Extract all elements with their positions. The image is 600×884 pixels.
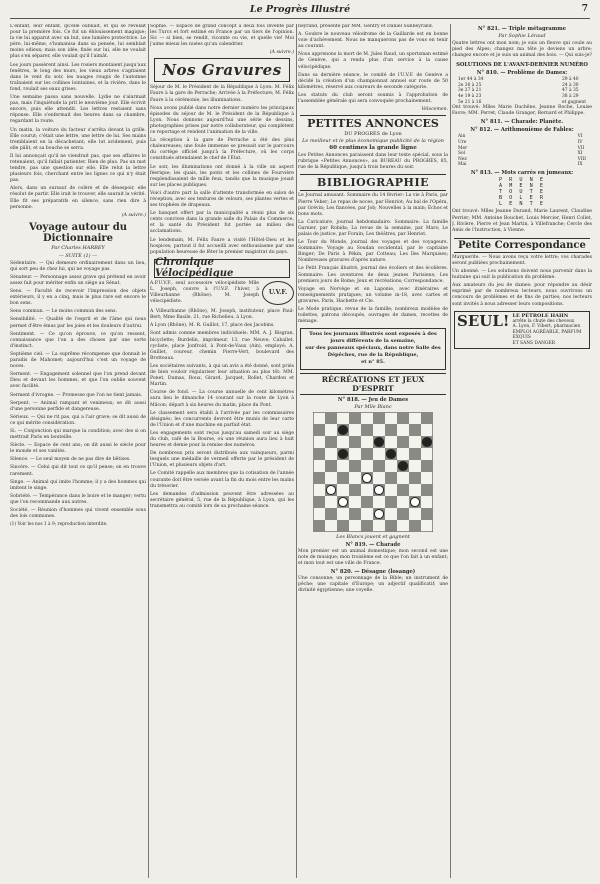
board-square bbox=[325, 436, 337, 448]
board-square bbox=[361, 424, 373, 436]
board-square bbox=[349, 484, 361, 496]
announcement-line: Tous les journaux illustrés sont exposés à des jours différents de la semaine, bbox=[309, 331, 437, 344]
advert-seul: SEUL! bbox=[457, 311, 510, 330]
fable-number: IX bbox=[577, 162, 583, 168]
solutions-heading: SOLUTIONS DE L'AVANT-DERNIER NUMÉRO bbox=[456, 62, 588, 69]
board-square bbox=[313, 520, 325, 532]
intro-paragraph: Sophie. — Espace de grand concept à deux fois inventé par les Turcs et fort estimé en France par un tiers de l'opinion. Sic — si bien, se rendit, vicomte ou vie, et quelle vie! Moi j'aime mieux les nuées qu'un calendrier. bbox=[150, 24, 294, 48]
voyage-suite: — SUITE (1) — bbox=[58, 252, 98, 259]
white-piece bbox=[374, 485, 383, 494]
dictionary-entry: Sérieux. — Qui ne rit pas, qui a l'air grave; se dit aussi de ce qui mérite considération. bbox=[10, 414, 146, 426]
board-square bbox=[421, 412, 433, 424]
announcement-line: et n° 85. bbox=[361, 359, 385, 366]
dictionary-entry: Sédentaire. — Qui demeure ordinairement dans un lieu, qui sort peu de chez lui, qui ne voyage pas. bbox=[10, 260, 146, 272]
velo-paragraph: Le classement sera établi à l'arrivée par les commissaires désignés; les concurrents devront être munis de leur carte de l'Union et d'une machine en parfait état. bbox=[150, 410, 294, 428]
metagramme-title: N° 821. — Triple métagramme bbox=[477, 26, 566, 32]
dictionary-entry: Septième ciel. — La suprême récompense que donnait le paradis de Mahomet; aujourd'hui c'est un voyage de noces. bbox=[10, 351, 146, 370]
board-square bbox=[397, 508, 409, 520]
gravures-paragraph: Voici d'autre part la salle d'attente transformée en salon de réception, avec ses tentures de velours, ses plantes vertes et ses trophées de drapeaux. bbox=[150, 190, 294, 209]
intro-signature: (A suivre.) bbox=[269, 50, 294, 56]
fable-number: VII bbox=[577, 145, 585, 151]
gravures-paragraph: La réception à la gare de Perrache a été des plus chaleureuses; une foule immense se pressait sur le parcours du cortège officiel jusqu'à la Préfecture, où les corps constitués attendaient le chef de l'État. bbox=[150, 138, 294, 162]
fable-word: Ain bbox=[458, 134, 466, 140]
column-1 bbox=[10, 24, 146, 878]
board-square bbox=[361, 448, 373, 460]
fable-word: Sol bbox=[458, 151, 466, 157]
advert-line: ET SANS DANGER bbox=[512, 340, 555, 346]
move-left: 4e 19 à 23 bbox=[458, 94, 482, 100]
petite-correspondance-heading: Petite Correspondance bbox=[454, 238, 590, 253]
velo-paragraph: A Lyon (Rhône), M. R. Guillot, 17, place des Jacobins. bbox=[150, 323, 275, 329]
column-3 bbox=[298, 24, 448, 878]
serial-paragraph: L'enfant, leur enfant, qu'elle oubliait, et qui se révélait pour la première fois. Ce fut un éblouissement magique; la vie lui apparut avec un but, une lumière protectrice. Le père, lui-même, s'humanisa dans sa pensée, lui semblait moins odieux; mais son idée, fixée sur lui, elle ne voulait plus s'en séparer, elle voulait qu'il l'aimât. bbox=[10, 24, 146, 60]
move-left: 2e 30 à 25 bbox=[458, 82, 482, 88]
serial-paragraph: Les jours passèrent ainsi. Les rosiers montaient jusqu'aux fenêtres, le long des murs, les vieux arbres s'agitaient dans le vent du soir, les nuages rougis de l'automne traînaient sur les collines lointaines, et la rivière, dans le fond, roulait ses eaux grises. bbox=[10, 62, 146, 92]
page-number: 7 bbox=[581, 4, 588, 14]
dictionary-entry: Si. — Conjonction qui marque la condition; avec des si on mettrait Paris en bouteille. bbox=[10, 428, 146, 441]
velo-paragraph: De nombreux prix seront distribués aux vainqueurs, parmi lesquels une médaille de vermeil offerte par le président de l'Union, et plusieurs objets d'art. bbox=[150, 451, 294, 469]
dictionary-entry: Serpent. — Animal rampant et venimeux; se dit aussi d'une personne perfide et dangereuse. bbox=[10, 400, 146, 412]
metagramme-text: Quatre lettres ont mon nom; je suis un fleuve qui coule au pied des Alpes; changez ma tête je deviens un arbre; changez encore et je suis un animal des bois. — Qui suis-je? bbox=[452, 41, 592, 59]
serial-paragraph: Un matin, la voiture du facteur s'arrêta devant la grille. Elle courut; c'était une lettre, une lettre de lui. Ses mains tremblaient en la décachetant; elle lut avidement, puis elle pâlit, et sa bouche se serra. bbox=[10, 127, 146, 151]
problem-812-title: N° 812. — Arithmonième de Fables: bbox=[470, 127, 574, 134]
correspondance-paragraph: Marguerite. — Nous avons reçu votre lettre; vos charades seront publiées prochainement. bbox=[452, 254, 592, 266]
announcement-line: sur des panneaux spéciaux, dans notre Salle des Dépêches, rue de la République, bbox=[305, 345, 441, 358]
correspondance-paragraph: Un abonné. — Les solutions doivent nous parvenir dans la huitaine qui suit la publication du problème. bbox=[452, 269, 592, 281]
board-square bbox=[337, 472, 349, 484]
problem-811-title: N° 811. — Charade: Planète. bbox=[480, 119, 564, 126]
move-right: 38 à 29 bbox=[561, 94, 579, 100]
black-piece bbox=[398, 461, 407, 470]
black-piece bbox=[386, 449, 395, 458]
white-piece bbox=[326, 485, 335, 494]
velo-paragraph: Sont admis comme membres individuels: MM. A. J. Bisgran, bicyclette; Burdelin, imprimeur, 13, rue Neuve; Caballet, cycliste, place Jonfroid, à Pont-de-Vaux (Ain), employé; A. Guillet, coureur, chemin Pierre-Vert, boulevard des Brotteaux. bbox=[150, 331, 294, 361]
jeu-de-dames-title: N° 818. — Jeu de Dames bbox=[337, 396, 409, 403]
board-square bbox=[349, 460, 361, 472]
board-square bbox=[397, 436, 409, 448]
advert-line: EMPLOI AGRÉABLE, PARFUM EXQUIS bbox=[512, 329, 582, 341]
velo-continued: Dans sa dernière séance, le comité de l'U.V.F. de Genève a décidé la création d'un championnat annuel sur route de 50 kilomètres, réservé aux coureurs de seconde catégorie. bbox=[298, 72, 448, 90]
white-piece bbox=[374, 509, 383, 518]
dictionary-entry: Sobriété. — Tempérance dans le boire et le manger; vertu que l'on recommande aux autres. bbox=[10, 493, 146, 505]
advert-text bbox=[512, 314, 587, 346]
velo-continued: Les statuts du club seront soumis à l'approbation de l'assemblée générale qui sera convoquée prochainement. bbox=[298, 92, 448, 105]
column-4 bbox=[452, 24, 592, 878]
column-rule bbox=[296, 24, 297, 878]
fable-word: Mai bbox=[458, 162, 467, 168]
uvf-logo-icon: U.V.F. bbox=[262, 281, 294, 305]
petites-annonces-text: Les Petites Annonces paraissent dans leur texte spécial, sous la rubrique «Petites Annonces», au BUREAU du PROGRÈS, 85, rue de la République, jusqu'à trois heures du soir. bbox=[298, 153, 448, 171]
dictionary-entry: Sincère. — Celui qui dit tout ce qu'il pense; on en trouve rarement. bbox=[10, 465, 146, 477]
velo-continued: Nous apprenons la mort de M. Jules Raud, un sportsman estimé de Genève, qui a rendu plus d'un service à la cause vélocipédique. bbox=[298, 52, 448, 70]
dictionary-entry: Serment d'ivrogne. — Promesse que l'on ne tient jamais. bbox=[10, 392, 143, 398]
problem-810-title: N° 810. — Problème de Dames: bbox=[476, 70, 568, 77]
problem-810-moves bbox=[452, 77, 592, 105]
checkers-board-icon bbox=[313, 412, 433, 532]
move-right: 47 à 35 bbox=[561, 88, 579, 94]
white-piece bbox=[362, 473, 371, 482]
board-square bbox=[409, 448, 421, 460]
correspondance-paragraph: Aux amateurs du jeu de dames: pour répondre au désir exprimé par de nombreux lecteurs, nous ouvrirons un concours de problèmes et de fins de parties; nos lecteurs sont invités à nous adresser leurs compositions. bbox=[452, 283, 592, 307]
problem-810-solvers: Ont trouvé: Mlles Marie Duchêne, Jeanne Roche, Louise Favre; MM. Perret, Claude Granger, Bernard et Philippe. bbox=[452, 105, 592, 117]
dictionary-entry: Sens commun. — Le moins commun des sens. bbox=[10, 309, 117, 315]
velo-signature: Vélocemen. bbox=[421, 107, 448, 113]
footnote: (1) Voir les nos 1 à 9; reproduction interdite. bbox=[10, 522, 108, 528]
masthead bbox=[10, 4, 590, 19]
fable-number: XI bbox=[577, 151, 583, 157]
dictionary-entry: Singe. — Animal qui imite l'homme; il y a des hommes qui imitent le singe. bbox=[10, 479, 146, 491]
recreations-heading: RÉCRÉATIONS ET JEUX D'ESPRIT bbox=[300, 373, 446, 395]
board-square bbox=[397, 484, 409, 496]
biblio-entry: Le Tour du Monde, journal des voyages et des voyageurs. Sommaire: Voyage au Soudan occidental, par le capitaine Binger; De Paris à Pékin, par Cotteau; Les îles Marquises; Nombreuses gravures d'après nature. bbox=[298, 240, 448, 264]
charade-text: Mon premier est un animal domestique; mon second est une note de musique; mon troisième est ce que l'on fait à un enfant; et mon tout est une ville de France. bbox=[298, 548, 448, 566]
petites-annonces-price: 60 centimes la grande ligne bbox=[329, 145, 417, 152]
voyage-title: Voyage autour du Dictionnaire bbox=[29, 221, 127, 244]
petites-annonces-heading: PETITES ANNONCES bbox=[300, 115, 446, 130]
journaux-announcement bbox=[300, 328, 446, 370]
board-square bbox=[349, 412, 361, 424]
uvf-block bbox=[150, 281, 294, 307]
dictionary-entry: Siècle. — Espace de cent ans; on dit aussi le siècle pour le monde et ses vanités. bbox=[10, 443, 146, 455]
dictionary-entry: Sénateur. — Personnage assez grave qui prétend en avoir assez fait pour mériter enfin un siège au Sénat. bbox=[10, 274, 146, 286]
fable-number: VIII bbox=[577, 156, 586, 162]
serial-paragraph: Il lui annonçait qu'il ne viendrait pas, que ses affaires le retenaient, qu'il fallait patienter. Rien de plus. Pas un mot tendre, pas une question sur elle. Elle relut la lettre plusieurs fois, cherchant entre les lignes ce qui n'y était pas. bbox=[10, 153, 146, 184]
board-square bbox=[385, 520, 397, 532]
problem-812-table bbox=[452, 134, 592, 168]
column-rule bbox=[148, 24, 149, 878]
board-square bbox=[325, 508, 337, 520]
jeu-de-dames-byline: Par Mlle Blanc bbox=[354, 403, 392, 410]
fable-word: Mer bbox=[458, 145, 468, 151]
board-square bbox=[313, 424, 325, 436]
board-square bbox=[313, 496, 325, 508]
board-square bbox=[361, 520, 373, 532]
charade-title: N° 819. — Charade bbox=[345, 541, 401, 548]
velo-continued: A. Goubre le nouveau vélodrome de la Gaillarde est en bonne voie d'achèvement. Nous ne manquerons pas de vous en tenir au courant. bbox=[298, 32, 448, 50]
advert-line: A. Lyon, F. Vibert, pharmacien bbox=[512, 324, 581, 330]
board-square bbox=[349, 508, 361, 520]
velo-paragraph: Les demandes d'admission peuvent être adressées au secrétaire général, 5, rue de la République, à Lyon, qui les transmettra au comité lors de sa prochaine séance. bbox=[150, 491, 294, 509]
petites-annonces-subtitle: DU PROGRÈS de Lyon bbox=[344, 131, 402, 138]
gravures-paragraph: Séjour de M. le Président de la République à Lyon: M. Félix Faure à la gare de Perrache; Arrivée à la Préfecture; M. Félix Faure à la cérémonie, les illuminations. bbox=[150, 85, 294, 103]
jeu-de-dames-subtitle: Les Blancs jouent et gagnent bbox=[336, 533, 410, 540]
word-square: P R U N E A M E N E T O U T E B O L E R L E N T E bbox=[498, 177, 546, 208]
velo-paragraph: Les engagements sont reçus jusqu'au samedi soir au siège du club, café de la Bourse, où une réunion aura lieu à huit heures et demie pour la remise des numéros. bbox=[150, 430, 294, 449]
uvf-intro: A.P.U.V.F., seul accessoire vélocipédiste Mlle L. Joseph, couvre à l'U.V.F. l'hiver, à Villeurbanne (Rhône). M. Joseph vélocipédiste. bbox=[150, 280, 259, 305]
board-square bbox=[337, 520, 349, 532]
move-right: et gagnent bbox=[561, 99, 586, 105]
dictionary-entry: Sentiment. — Ce qu'on éprouve, ce qu'on ressent, connaissance que l'on a des choses par une sorte d'instinct. bbox=[10, 331, 146, 349]
board-square bbox=[361, 496, 373, 508]
biblio-entry: Voyage en Norvège et en Laponie, avec itinéraires et renseignements pratiques; un volume in-18, avec cartes et gravures. Paris, Hachette et Cie. bbox=[298, 286, 448, 304]
gravures-paragraph: Le lendemain, M. Félix Faure a visité l'Hôtel-Dieu et les hospices; partout il fut accueilli avec enthousiasme par une population heureuse de fêter le premier magistrat du pays. bbox=[150, 237, 294, 255]
board-square bbox=[385, 496, 397, 508]
biblio-entry: Le Mode pratique, revue de la famille; nombreux modèles de toilettes, patrons découpés, ouvrages de dames, recettes de ménage. bbox=[298, 307, 448, 325]
black-piece bbox=[338, 449, 347, 458]
serial-signature: (A suivre.) bbox=[121, 212, 146, 218]
velo-paragraph: Course de fond. — La course annuelle de cent kilomètres aura lieu le dimanche 14 courant sur la route de Lyon à Mâcon; départ à six heures du matin, place du Pont. bbox=[150, 390, 294, 408]
velo-paragraph: Les sociétaires suivants, à qui un avis a été donné, sont priés de bien vouloir régulariser leur situation au plus tôt: MM. Ponet, Dumas, Roux, Girard, Jacquet, Rollet, Chardon et Martin. bbox=[150, 363, 294, 388]
column-rule bbox=[450, 24, 451, 878]
serial-paragraph: Alors, dans un sursaut de colère et de désespoir, elle résolut de partir. Elle irait le trouver, elle saurait la vérité. Elle fit ses préparatifs en silence, sans rien dire à personne. bbox=[10, 186, 146, 210]
petites-annonces-tagline: Le meilleur et le plus économique publicité de la région bbox=[302, 138, 444, 145]
gravures-paragraph: Nous avons publié dans notre dernier numéro les principaux épisodes du séjour de M. le Président de la République à Lyon. Nous donnons aujourd'hui une série de dessins, photographies prises par notre collaborateur, qui complètent ce reportage et rendent l'animation de la ville. bbox=[150, 105, 294, 136]
fable-word: Nez bbox=[458, 156, 467, 162]
board-square bbox=[409, 424, 421, 436]
velo-continued: beyrand, présenté par MM. Gentry et Daniel Sunbeyrand. bbox=[298, 24, 434, 29]
fable-number: VI bbox=[577, 134, 583, 140]
black-piece bbox=[338, 425, 347, 434]
board-square bbox=[421, 508, 433, 520]
board-square bbox=[409, 520, 421, 532]
white-piece bbox=[410, 497, 419, 506]
move-left: 5e 21 à 16 bbox=[458, 99, 482, 105]
move-right: 24 à 30 bbox=[561, 82, 579, 88]
board-square bbox=[409, 472, 421, 484]
velo-paragraph: A Villeurbanne (Rhône), M. Joseph, instituteur, place Paul-Bert; Mme Basile, 21, rue Richelieu, à Lyon. bbox=[150, 309, 294, 321]
dictionary-entry: Serment. — Engagement solennel que l'on prend devant Dieu et devant les hommes, et que l'on oublie souvent avec facilité. bbox=[10, 372, 146, 390]
board-square bbox=[385, 424, 397, 436]
fable-word: Ure bbox=[458, 140, 467, 146]
board-square bbox=[373, 460, 385, 472]
dictionary-entry: Silence. — Le seul moyen de ne pas dire de bêtises. bbox=[10, 457, 131, 463]
biblio-entry: Le Petit Français illustré, journal des écoliers et des écolières. Sommaire: Les aventures de deux jeunes Parisiens; Les premiers jours de Rome; Jeux et récréations; Correspondance. bbox=[298, 266, 448, 284]
board-square bbox=[373, 412, 385, 424]
black-piece bbox=[422, 437, 431, 446]
board-square bbox=[313, 448, 325, 460]
white-piece bbox=[338, 497, 347, 506]
dictionary-entry: Sensibilité. — Qualité de l'esprit et de l'âme qui nous permet d'être émus par les joies et les douleurs d'autrui. bbox=[10, 317, 146, 329]
black-piece bbox=[374, 437, 383, 446]
biblio-entry: Le Journal amusant. Sommaire du 14 février: La vie à Paris, par Pierre Veber; Le repas de noces, par Henriot; Au bal de l'Opéra, par Grévin; Les fiancées, par Job; Nouvelles à la main; Échos et bons mots. bbox=[298, 193, 448, 217]
nos-gravures-heading: Nos Gravures bbox=[154, 58, 290, 82]
problem-813-title: N° 813. — Mots carrés en jumeaux: bbox=[470, 170, 574, 176]
move-right: 29 à 40 bbox=[561, 77, 579, 83]
dictionary-entry: Sens. — Faculté de recevoir l'impression des objets extérieurs, il y en a cinq, mais le plus rare est encore le bon sens. bbox=[10, 289, 146, 307]
board-square bbox=[397, 412, 409, 424]
voyage-byline: Par Charles HARBEY bbox=[51, 244, 105, 251]
column-2 bbox=[150, 24, 294, 878]
advert-headline: LE PÉTROLE HAHN bbox=[512, 312, 569, 319]
dictionary-entry: Société. — Réunion d'hommes qui vivent ensemble sous des lois communes. bbox=[10, 508, 146, 520]
bibliographie-heading: BIBLIOGRAPHIE bbox=[300, 174, 446, 191]
newspaper-title: Le Progrès Illustré bbox=[249, 4, 351, 15]
problem-813-solvers: Ont trouvé: Mlles Jeanne Durand, Marie Laurent, Claudine Perrier; MM. Antoine Bouchet, Louis Mercier, Henri Collet, J. Rivière, Pierre et Jean Martin, à Villefranche; Cercle des Amis de l'Instruction, à Vienne. bbox=[452, 209, 592, 233]
petrole-hahn-advert bbox=[454, 311, 590, 349]
biblio-entry: La Caricature, journal hebdomadaire. Sommaire: La famille Garnier, par Robida; La revue de la semaine, par Mars; Le palais de justice, par Forain; Les théâtres, par Henriot. bbox=[298, 219, 448, 237]
board-square bbox=[325, 412, 337, 424]
gravures-paragraph: Le banquet offert par la municipalité a réuni plus de six cents convives dans la grande salle du Palais du Commerce, et la santé du Président fut portée au milieu des acclamations. bbox=[150, 211, 294, 235]
advert-line: arrête la chute des cheveux bbox=[512, 319, 575, 324]
move-left: 1er 44 à 34 bbox=[458, 77, 484, 83]
board-square bbox=[421, 484, 433, 496]
velo-paragraph: Le Comité rappelle aux membres que la cotisation de l'année courante doit être versée avant la fin du mois entre les mains du trésorier. bbox=[150, 471, 294, 489]
board-square bbox=[313, 472, 325, 484]
move-left: 3e 27 à 21 bbox=[458, 88, 482, 94]
losange-text: Une consonne; un personnage de la Bible; un instrument de pêche; une capitale d'Europe; un adjectif qualificatif; une divinité égyptienne; une voyelle. bbox=[298, 576, 448, 594]
board-square bbox=[349, 436, 361, 448]
board-square bbox=[421, 460, 433, 472]
board-square bbox=[385, 472, 397, 484]
fable-number: IV bbox=[577, 140, 583, 146]
gravures-paragraph: Le soir, les illuminations ont donné à la ville un aspect féerique; les quais, les ponts et les collines de Fourvière resplendissaient de mille feux, tandis que la musique jouait sur les places publiques. bbox=[150, 164, 294, 188]
losange-title: N° 820. — Désagne (losange) bbox=[330, 569, 416, 576]
board-square bbox=[325, 460, 337, 472]
metagramme-byline: Par Sophie Léraud bbox=[498, 33, 546, 39]
chronique-velocipedique-heading: Chronique Vélocipédique bbox=[154, 259, 290, 278]
serial-paragraph: Une semaine passa sans nouvelle. Lydie ne s'alarmait pas, mais l'inquiétude la prit le neuvième jour. Elle écrivit encore, puis elle attendit. Les lettres restaient sans réponse. Elle s'enfermait des heures dans sa chambre, regardant la route. bbox=[10, 95, 146, 125]
